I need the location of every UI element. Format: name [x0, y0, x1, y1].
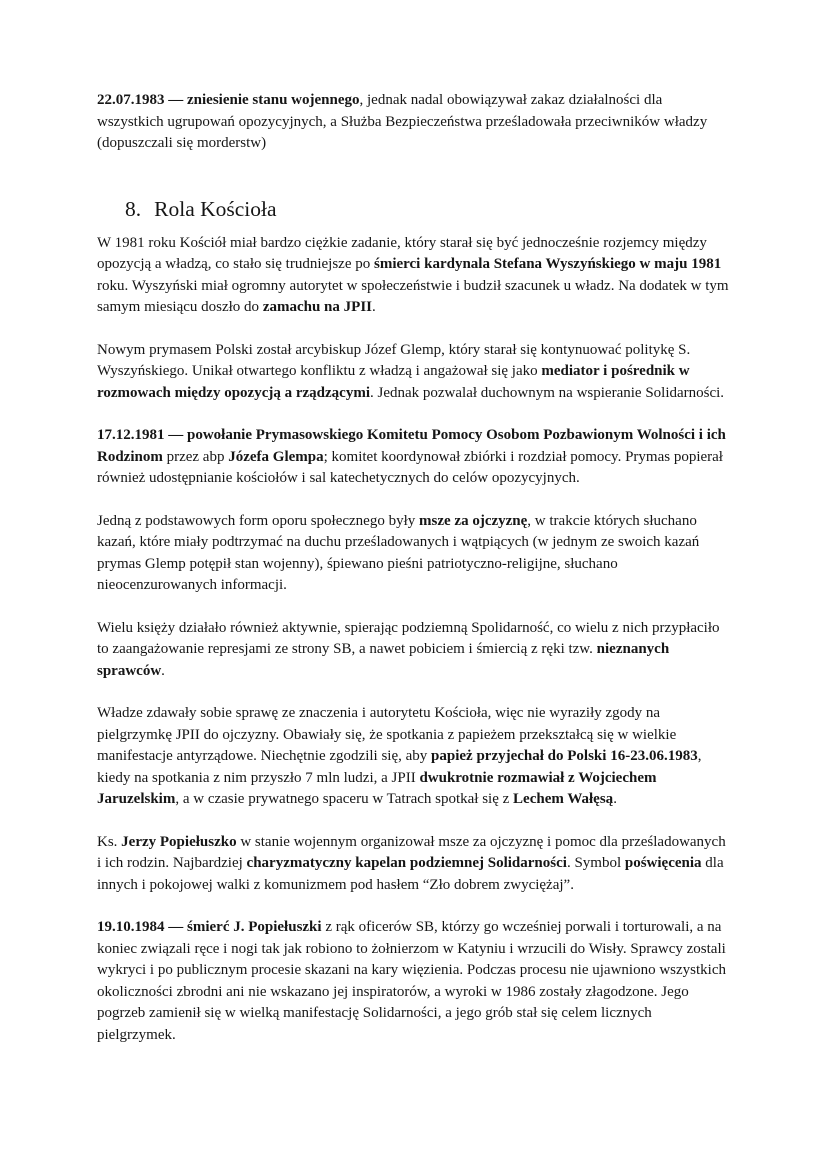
paragraph [97, 832, 731, 897]
bold-text-run: Jerzy Popiełuszko [121, 833, 237, 850]
bold-text-run: Józefa Glempa [228, 448, 324, 465]
text-run: ; komitet koordynował zbiórki i rozdział pomocy. Prymas popierał również udostępnianie kościołów i sal katechetycznych do celów opozycyjnych. [97, 448, 723, 486]
bold-text-run: mediator i pośrednik w rozmowach między opozycją a rządzącymi [97, 363, 690, 401]
bold-text-run: charyzmatyczny kapelan podziemnej Solidarności [246, 855, 567, 871]
bold-text-run: Lechem Wałęsą [513, 791, 614, 807]
text-run: Ks. [97, 833, 122, 850]
bold-text-run: dwukrotnie rozmawiał z Wojciechem Jaruzelskim [97, 769, 657, 807]
text-run: w stanie wojennym organizował msze za ojczyznę i pomoc dla prześladowanych i ich rodzin. Najbardziej [97, 833, 726, 871]
paragraph [97, 340, 731, 405]
text-run: , a w czasie prywatnego spaceru w Tatrach spotkał się z [175, 791, 514, 807]
section-heading [97, 195, 731, 224]
text-run: . Jednak pozwalał duchownym na wspieranie Solidarności. [369, 384, 725, 401]
text-run: . [372, 299, 376, 315]
text-run: . Symbol [566, 855, 625, 871]
paragraph [97, 90, 731, 155]
text-run: . [613, 791, 617, 807]
paragraph [97, 425, 731, 490]
text-run: , jednak nadal obowiązywał zakaz działalności dla wszystkich ugrupowań opozycyjnych, a Służba Bezpieczeństwa prześladowała przeciwników władzy (dopuszczali się morderstw) [97, 92, 708, 151]
bold-text-run: poświęcenia [624, 855, 702, 871]
paragraph [97, 233, 731, 319]
text-run: Jedną z podstawowych form oporu społecznego były [97, 512, 420, 529]
bold-text-run: 17.12.1981 — powołanie Prymasowskiego Komitetu Pomocy Osobom Pozbawionym Wolności i ich Rodzinom [97, 427, 726, 465]
text-run: Nowym prymasem Polski został arcybiskup Józef Glemp, który starał się kontynuować politykę S. Wyszyńskiego. Unikał otwartego konfliktu z władzą i angażował się jako [97, 341, 691, 379]
text-run: z rąk oficerów SB, którzy go wcześniej porwali i torturowali, a na koniec związali ręce i nogi tak jak robiono to żołnierzom w Katyniu i wrzucili do Wisły. Sprawcy zostali wykryci i po publicznym procesie skazani na kary więzienia. Podczas procesu nie ujawniono wszystkich okoliczności zbrodni ani nie wskazano jej inspiratorów, a wyroki w 1986 zostały złagodzone. Jego pogrzeb zamienił się w wielką manifestację Solidarności, a jego grób stał się celem licznych pielgrzymek. [97, 919, 726, 1043]
bold-text-run: 22.07.1983 — zniesienie stanu wojennego [97, 92, 360, 108]
bold-text-run: zamachu na JPII [262, 299, 372, 315]
heading-text: Rola Kościoła [154, 196, 277, 221]
text-run: , w trakcie których słuchano kazań, które miały podtrzymać na duchu prześladowanych i wątpiących (w jednym ze swoich kazań prymas Glemp potępił stan wojenny), śpiewano pieśni patriotyczno-religijne, słuchano nieocenzurowanych informacji. [97, 512, 700, 593]
bold-text-run: nieznanych sprawców [97, 641, 670, 679]
heading-number: 8. [125, 196, 142, 221]
bold-text-run: śmierci kardynala Stefana Wyszyńskiego w maju 1981 [373, 256, 722, 272]
text-run: W 1981 roku Kościół miał bardzo ciężkie zadanie, który starał się być jednocześnie rozjemcy między opozycją a władzą, co stało się trudniejsze po [97, 234, 707, 272]
bold-text-run: 19.10.1984 — śmierć J. Popiełuszki [97, 919, 322, 935]
paragraph [97, 703, 731, 811]
paragraph [97, 618, 731, 683]
paragraph [97, 917, 731, 1046]
text-run: . [161, 662, 165, 679]
text-run: dla innych i pokojowej walki z komunizmem pod hasłem “Zło dobrem zwyciężaj”. [97, 855, 724, 893]
bold-text-run: papież przyjechał do Polski 16-23.06.1983 [431, 748, 698, 764]
text-run: roku. Wyszyński miał ogromny autorytet w społeczeństwie i budził szacunek u władz. Na dodatek w tym samym miesiącu doszło do [97, 277, 729, 315]
text-run: , kiedy na spotkania z nim przyszło 7 mln ludzi, a JPII [97, 748, 702, 786]
text-run: Władze zdawały sobie sprawę ze znaczenia i autorytetu Kościoła, więc nie wyraziły zgody na pielgrzymkę JPII do ojczyzny. Obawiały się, że spotkania z papieżem przekształcą się w wielkie manifestacje antyrządowe. Niechętnie zgodzili się, aby [97, 705, 677, 764]
text-run: przez abp [162, 448, 229, 465]
paragraph [97, 511, 731, 597]
bold-text-run: msze za ojczyznę [419, 512, 528, 529]
text-run: Wielu księży działało również aktywnie, spierając podziemną Spolidarność, co wielu z nich przypłaciło to zaangażowanie represjami ze strony SB, a nawet pobiciem i śmiercią z ręki tzw. [97, 619, 720, 657]
